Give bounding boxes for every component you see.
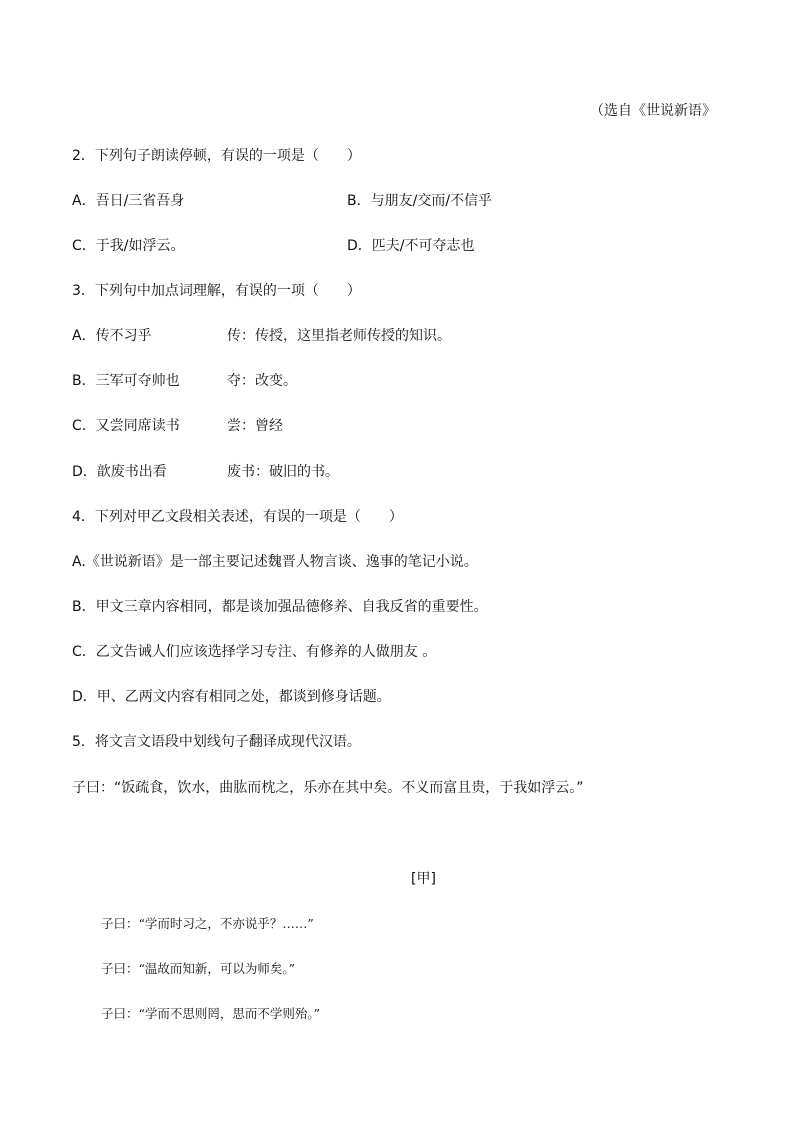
question-3-option-b-phrase: B．三军可夺帅也 (72, 373, 180, 389)
source-note: （选自《世说新语》 (590, 103, 716, 119)
question-4-option-c: C．乙文告诫人们应该选择学习专注、有修养的人做朋友 。 (72, 644, 437, 660)
question-3-option-c-phrase: C．又尝同席读书 (72, 418, 180, 434)
question-2-option-a: A．吾日/三省吾身 (72, 193, 185, 209)
question-3-stem: 3．下列句中加点词理解，有误的一项（ ） (72, 283, 361, 299)
question-2-option-d: D．匹夫/不可夺志也 (347, 238, 475, 254)
question-3-option-c-note: 尝：曾经 (227, 418, 283, 434)
question-3-option-d-phrase: D．歆废书出看 (72, 464, 167, 480)
question-4-option-b: B．甲文三章内容相同，都是谈加强品德修养、自我反省的重要性。 (72, 599, 488, 615)
question-4-option-d: D．甲、乙两文内容有相同之处，都谈到修身话题。 (72, 689, 391, 705)
question-5-quote: 子曰：“饭疏食，饮水，曲肱而枕之，乐亦在其中矣。不义而富且贵，于我如浮云。” (72, 780, 584, 796)
question-3-option-a-phrase: A．传不习乎 (72, 328, 152, 344)
question-4-option-a: A.《世说新语》是一部主要记述魏晋人物言谈、逸事的笔记小说。 (72, 554, 478, 570)
passage-jia-line-1: 子曰：“学而时习之，不亦说乎？……” (101, 916, 314, 931)
passage-jia-line-2: 子曰：“温故而知新，可以为师矣。” (101, 961, 296, 976)
question-2-option-b: B．与朋友/交而/不信乎 (347, 193, 493, 209)
passage-jia-title: [甲] (411, 871, 436, 887)
question-2-stem: 2．下列句子朗读停顿，有误的一项是（ ） (72, 148, 361, 164)
question-2-option-c: C．于我/如浮云。 (72, 238, 185, 254)
question-4-stem: 4．下列对甲乙文段相关表述，有误的一项是（ ） (72, 509, 403, 525)
question-3-option-a-note: 传：传授，这里指老师传授的知识。 (227, 328, 451, 344)
question-3-option-d-note: 废书：破旧的书。 (227, 464, 339, 480)
question-3-option-b-note: 夺：改变。 (227, 373, 297, 389)
passage-jia-line-3: 子曰：“学而不思则罔，思而不学则殆。” (101, 1006, 321, 1021)
question-5-stem: 5．将文言文语段中划线句子翻译成现代汉语。 (72, 734, 361, 750)
